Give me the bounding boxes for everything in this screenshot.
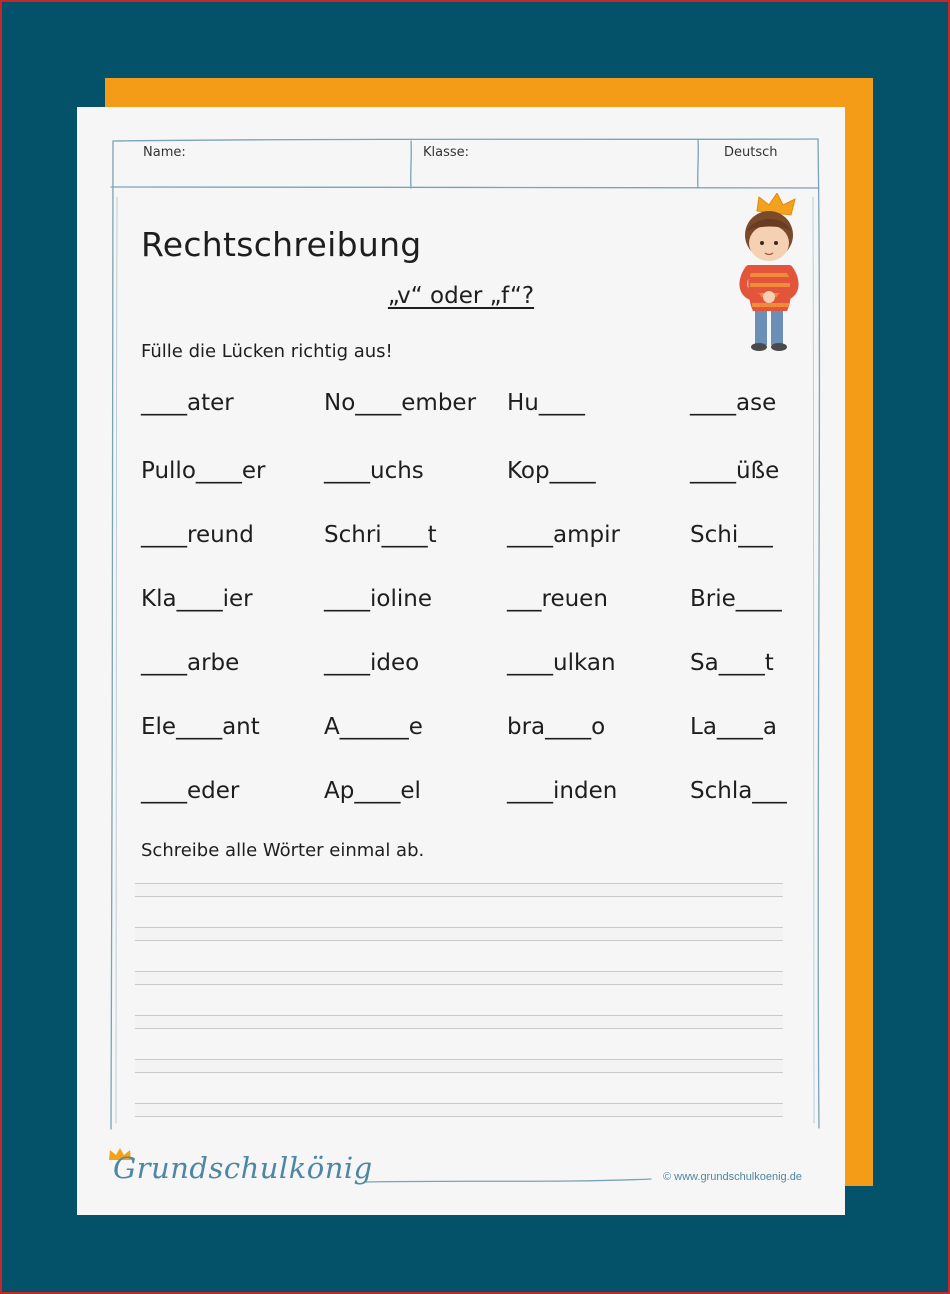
- class-label: Klasse:: [423, 145, 470, 160]
- word-row: [141, 390, 791, 458]
- word-gap: ____reund: [141, 522, 254, 548]
- word-gap: Schla___: [690, 778, 787, 804]
- word-gap: Schri____t: [324, 522, 437, 548]
- word-gap: ____arbe: [141, 650, 240, 676]
- word-gap: ____ampir: [507, 522, 620, 548]
- publisher-logo: Grundschulkönig: [113, 1151, 373, 1185]
- writing-line[interactable]: [135, 927, 783, 941]
- copy-instruction: Schreibe alle Wörter einmal ab.: [141, 840, 425, 861]
- worksheet-title: Rechtschreibung: [141, 225, 422, 264]
- worksheet-subtitle: „v“ oder „f“?: [387, 283, 535, 309]
- word-row: [141, 458, 791, 522]
- word-gap: A______e: [324, 714, 423, 740]
- word-gap: ____inden: [507, 778, 618, 804]
- word-gap: ____üße: [690, 458, 780, 484]
- word-gap: Pullo____er: [141, 458, 266, 484]
- writing-lines: [135, 883, 783, 1147]
- word-gap: Schi___: [690, 522, 773, 548]
- subject-label: Deutsch: [724, 145, 778, 160]
- writing-line[interactable]: [135, 1015, 783, 1029]
- writing-line[interactable]: [135, 1059, 783, 1073]
- word-gap: bra____o: [507, 714, 606, 740]
- word-gap: Ap____el: [324, 778, 421, 804]
- word-gap: No____ember: [324, 390, 477, 416]
- writing-line[interactable]: [135, 1103, 783, 1117]
- fill-in-instruction: Fülle die Lücken richtig aus!: [141, 341, 393, 362]
- word-gap: Hu____: [507, 390, 585, 416]
- word-gap: ____uchs: [324, 458, 424, 484]
- word-gap: ____ase: [690, 390, 777, 416]
- word-row: [141, 778, 791, 842]
- word-row: [141, 650, 791, 714]
- word-row: [141, 586, 791, 650]
- word-row: [141, 522, 791, 586]
- word-gap: Brie____: [690, 586, 782, 612]
- word-gap: ___reuen: [507, 586, 608, 612]
- boy-with-crown-illustration: [729, 193, 811, 353]
- word-gap: ____ulkan: [507, 650, 616, 676]
- writing-line[interactable]: [135, 971, 783, 985]
- word-grid: [141, 390, 791, 842]
- name-label: Name:: [143, 145, 186, 160]
- writing-line[interactable]: [135, 883, 783, 897]
- word-gap: Sa____t: [690, 650, 774, 676]
- word-gap: ____ioline: [324, 586, 432, 612]
- word-row: [141, 714, 791, 778]
- word-gap: Kop____: [507, 458, 596, 484]
- word-gap: Ele____ant: [141, 714, 260, 740]
- copyright-text: © www.grundschulkoenig.de: [663, 1171, 802, 1183]
- word-gap: ____eder: [141, 778, 240, 804]
- word-gap: Kla____ier: [141, 586, 253, 612]
- worksheet-page: [77, 107, 845, 1215]
- word-gap: ____ideo: [324, 650, 420, 676]
- word-gap: ____ater: [141, 390, 234, 416]
- word-gap: La____a: [690, 714, 778, 740]
